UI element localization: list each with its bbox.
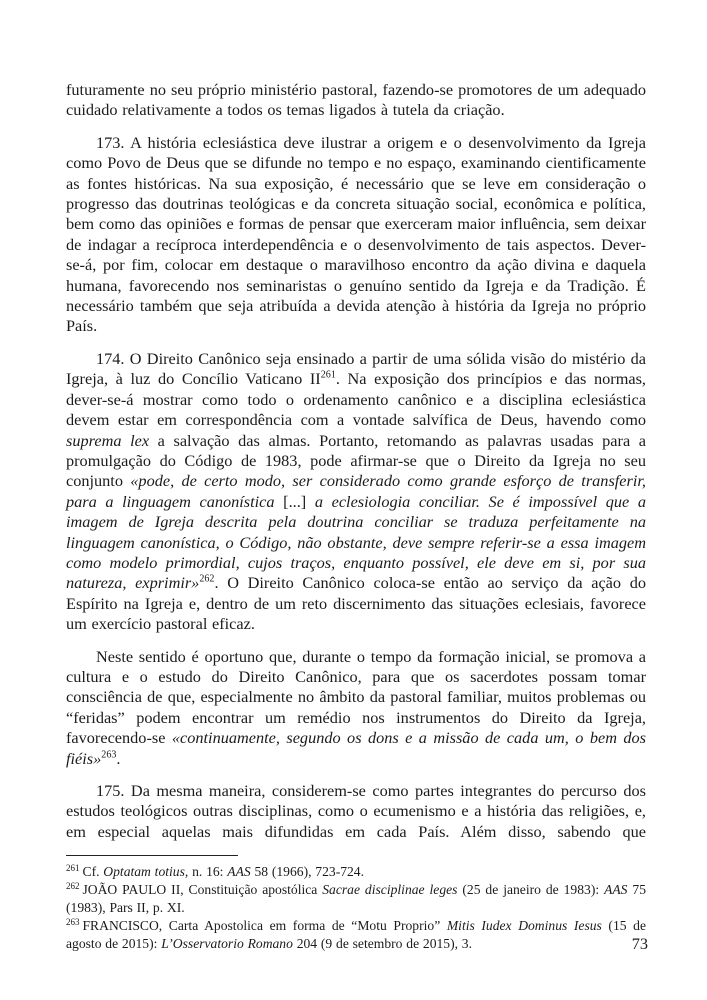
text-segment: AAS [604, 882, 628, 898]
footnote-list [66, 863, 646, 953]
text-segment: . [116, 748, 121, 768]
text-segment: Cf. [82, 864, 104, 880]
text-segment: [...] [283, 491, 307, 511]
footnote [66, 863, 646, 881]
text-segment: JOÃO PAULO II, Constituição apostólica [82, 882, 323, 898]
footnote-ref: 261 [320, 369, 336, 381]
text-segment: Optatam totius [103, 864, 185, 880]
page-content [66, 80, 646, 953]
body-paragraph [66, 781, 646, 842]
text-segment: 75 (1983), Pars II, p. XI. [66, 882, 646, 916]
text-segment: a salvação das almas. Portanto, retomando as palavras usadas para a promulgação do Código de 1983, pode afirmar-se que o Direito da Igreja no seu conjunto [66, 430, 647, 491]
footnote-marker: 261 [66, 862, 80, 873]
text-segment: FRANCISCO, Carta Apostolica em forma de “Motu Proprio” [82, 918, 447, 934]
text-segment: a eclesiologia conciliar. Se é impossível que a imagem de Igreja descrita pela doutrina conciliar se traduza perfeitamente na linguagem canonística, o Código, não obstante, deve sempre referir-se a essa imagem como modelo primordial, cujos traços, enquanto possível, ele deve em si, por sua natureza, exprimir» [66, 491, 646, 593]
text-segment: Sacrae disciplinae leges [322, 882, 458, 898]
text-segment: 174. O Direito Canônico seja ensinado a partir de uma sólida visão do mistério da Igreja, à luz do Concílio Vaticano II [66, 348, 646, 389]
text-segment: «pode, de certo modo, ser considerado como grande esforço de transferir, para a linguagem canonística [66, 471, 646, 511]
text-segment: (25 de janeiro de 1983): [457, 882, 605, 898]
text-segment: (15 de agosto de 2015): [66, 918, 646, 952]
text-segment: «continuamente, segundo os dons e a missão de cada um, o bem dos fiéis» [66, 728, 647, 768]
text-segment: , n. 16: [184, 864, 228, 880]
footnote-marker: 262 [66, 880, 80, 891]
footnotes-section [66, 855, 646, 953]
body-paragraph [66, 349, 646, 635]
footnote-separator [66, 855, 238, 856]
text-segment: L’Osservatorio Romano [161, 936, 293, 952]
text-segment: suprema lex [66, 430, 150, 450]
text-segment: Mitis Iudex Dominus Iesus [446, 918, 602, 934]
text-segment: AAS [227, 864, 251, 880]
body-paragraph [66, 647, 646, 769]
body-paragraph [66, 80, 646, 121]
footnote [66, 881, 646, 917]
text-segment: 173. A história eclesiástica deve ilustrar a origem e o desenvolvimento da Igreja como Povo de Deus que se difunde no tempo e no espaço, examinando cientificamente as fontes históricas. Na sua exposição, é necessário que se leve em consideração o progresso das doutrinas teológicas e da concreta situação social, econômica e política, bem como das opiniões e formas de pensar que exerceram maior influência, sem deixar de indagar a recíproca interdependência e o desenvolvimento de tais aspectos. Dever-se-á, por fim, colocar em destaque o maravilhoso encontro da ação divina e daquela humana, favorecendo nos seminaristas o genuíno sentido da Igreja e da Tradição. É necessário também que seja atribuída a devida atenção à história da Igreja no próprio País. [66, 132, 646, 336]
footnote-ref: 262 [199, 573, 215, 585]
body-paragraph [66, 133, 646, 337]
footnote [66, 917, 646, 953]
text-segment: Neste sentido é oportuno que, durante o tempo da formação inicial, se promova a cultura e o estudo do Direito Canônico, para que os sacerdotes possam tomar consciência de que, especialmente no âmbito da pastoral familiar, muitos problemas ou “feridas” podem encontrar um remédio nos instrumentos do Direito da Igreja, favorecendo-se [66, 646, 646, 748]
text-segment: . O Direito Canônico coloca-se então ao serviço da ação do Espírito na Igreja e, dentro de um reto discernimento das situações eclesiais, favorece um exercício pastoral eficaz. [66, 573, 646, 634]
body-text-block [66, 80, 646, 842]
footnote-marker: 263 [66, 916, 80, 927]
footnote-ref: 263 [101, 749, 117, 761]
text-segment: futuramente no seu próprio ministério pastoral, fazendo-se promotores de um adequado cuidado relativamente a todos os temas ligados à tutela da criação. [66, 80, 646, 120]
text-segment: 58 (1966), 723-724. [250, 864, 365, 880]
page-number: 73 [631, 934, 648, 953]
text-segment: 204 (9 de setembro de 2015), 3. [292, 936, 473, 952]
text-segment: 175. Da mesma maneira, considerem-se como partes integrantes do percurso dos estudos teológicos outras disciplinas, como o ecumenismo e a história das religiões, e, em especial aquelas mais difundidas em cada País. Além disso, sabendo que [66, 781, 646, 841]
text-segment: . Na exposição dos princípios e das normas, dever-se-á mostrar como todo o ordenamento canônico e a disciplina eclesiástica devem estar em correspondência com a vontade salvífica de Deus, havendo como [66, 369, 646, 430]
